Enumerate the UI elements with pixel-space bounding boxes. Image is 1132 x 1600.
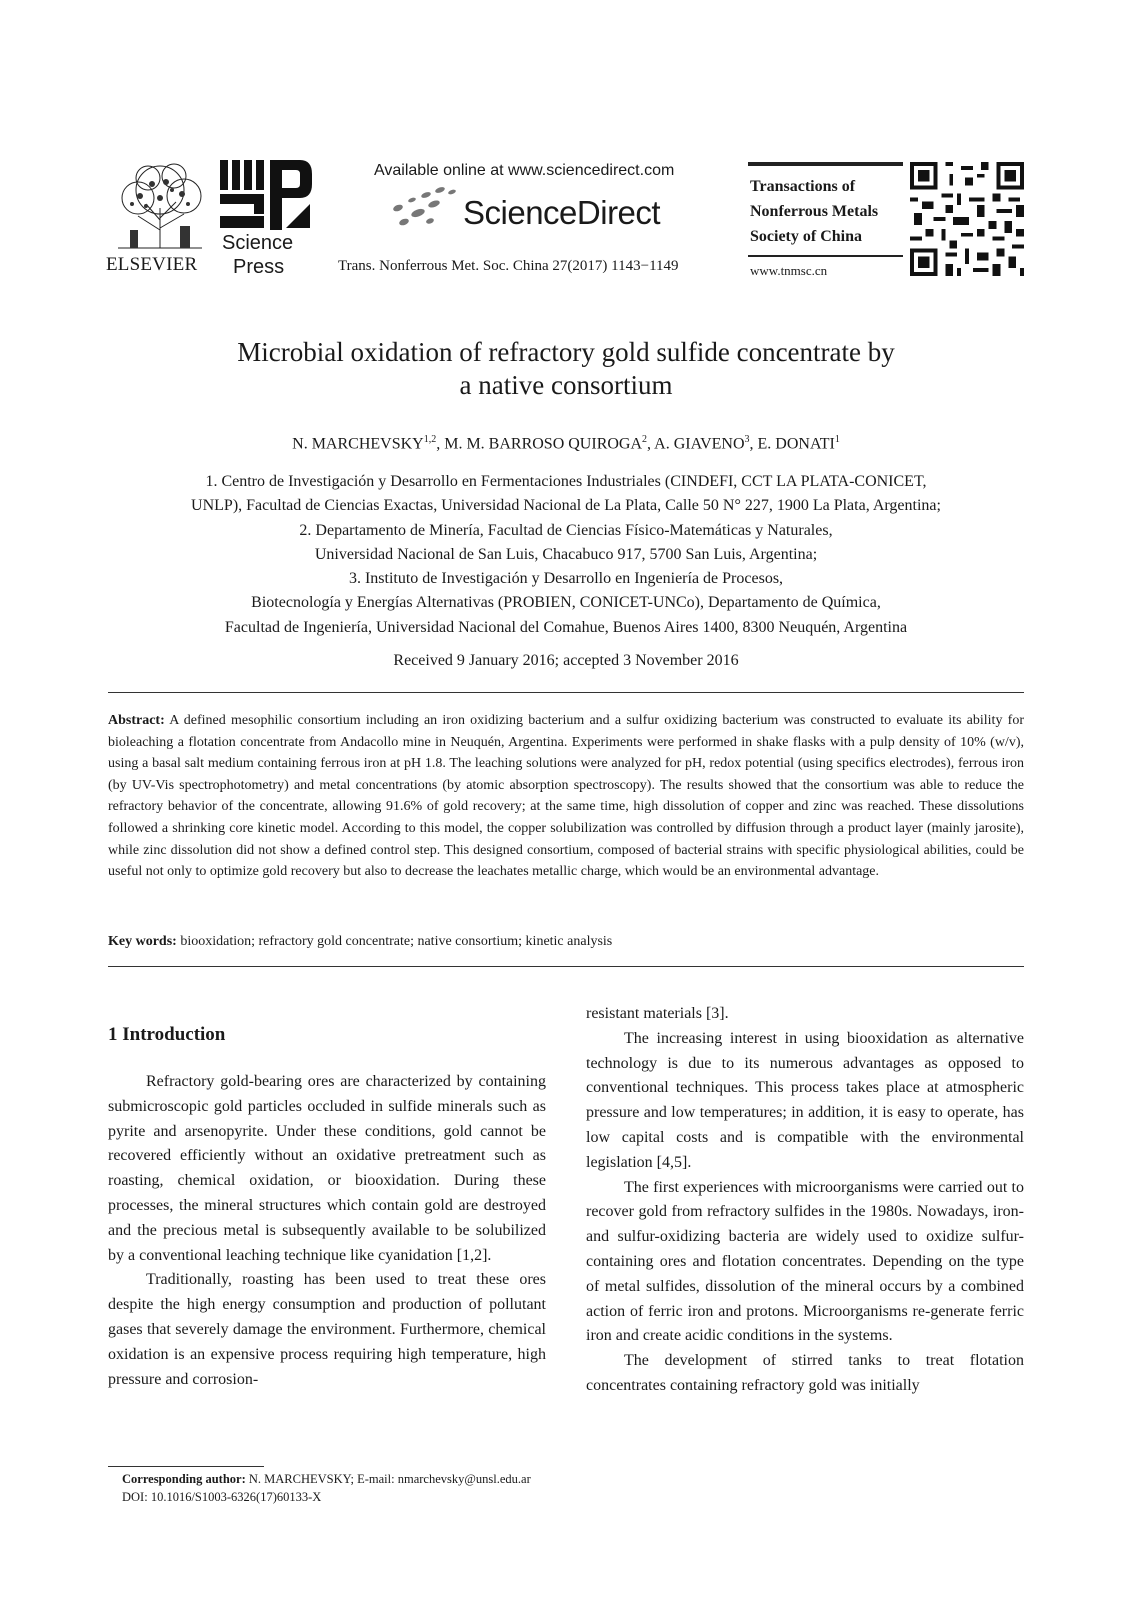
body-column-left bbox=[108, 1070, 546, 1392]
author-affiliation-mark: 1 bbox=[834, 434, 840, 445]
affiliation-line: Biotecnología y Energías Alternativas (PROBIEN, CONICET-UNCo), Departamento de Química, bbox=[251, 594, 881, 612]
body-paragraph: The development of stirred tanks to treat flotation concentrates containing refractory gold was initially bbox=[586, 1352, 1024, 1394]
affiliation-line: 1. Centro de Investigación y Desarrollo en Fermentaciones Industriales (CINDEFI, CCT LA PLATA-CONICET, bbox=[205, 473, 927, 490]
footnote-rule bbox=[108, 1466, 264, 1467]
body-paragraph: The first experiences with microorganisms were carried out to recover gold from refractory sulfides in the 1980s. Nowadays, iron- and sulfur-oxidizing bacteria are widely used to oxidize sulfur-containing ores and flotation concentrates. Depending on the type of metal sulfides, dissolution of the mineral occurs by a combined action of ferric iron and protons. Microorganisms re-generate ferric iron and create acidic conditions in the systems. bbox=[586, 1178, 1024, 1345]
journal-header-rule-top bbox=[748, 162, 903, 166]
journal-url[interactable]: www.tnmsc.cn bbox=[750, 263, 828, 278]
received-dates: Received 9 January 2016; accepted 3 November 2016 bbox=[393, 652, 739, 669]
author-affiliation-mark: 1,2 bbox=[423, 434, 437, 445]
elsevier-wordmark: ELSEVIER bbox=[106, 254, 198, 275]
journal-citation: Trans. Nonferrous Met. Soc. China 27(2017) 1143−1149 bbox=[338, 258, 679, 274]
sciencedirect-dots-icon bbox=[390, 186, 460, 228]
corresponding-author-text[interactable]: N. MARCHEVSKY; E-mail: nmarchevsky@unsl.edu.ar bbox=[248, 1472, 531, 1486]
science-press-word-2: Press bbox=[233, 256, 285, 278]
body-column-right bbox=[586, 1002, 1024, 1399]
science-press-word-1: Science bbox=[222, 232, 294, 254]
journal-title bbox=[750, 174, 878, 249]
abstract-rule-bottom bbox=[108, 966, 1024, 967]
corresponding-author-label: Corresponding author: bbox=[122, 1472, 246, 1486]
body-paragraph: Refractory gold-bearing ores are characterized by containing submicroscopic gold particles occluded in sulfide minerals such as pyrite and arsenopyrite. Under these conditions, gold cannot be recovered efficiently without an oxidative pretreatment such as roasting, chemical oxidation, or biooxidation. During these processes, the mineral structures which contain gold are destroyed and the precious metal is subsequently available to be solubilized by a conventional leaching technique like cyanidation [1,2]. bbox=[108, 1073, 546, 1264]
author-affiliation-mark: 3 bbox=[744, 434, 750, 445]
corresponding-author bbox=[122, 1472, 531, 1487]
abstract-label: Abstract: bbox=[108, 713, 165, 728]
affiliations bbox=[0, 470, 1132, 640]
article-title-line-2: a native consortium bbox=[459, 370, 673, 400]
author-name: N. MARCHEVSKY bbox=[292, 435, 424, 453]
author-name: A. GIAVENO bbox=[654, 435, 745, 453]
section-heading: 1 Introduction bbox=[108, 1024, 226, 1045]
body-paragraph-continuation: resistant materials [3]. bbox=[586, 1005, 729, 1022]
affiliation-line: 3. Instituto de Investigación y Desarrollo en Ingeniería de Procesos, bbox=[348, 570, 784, 588]
author-list: N. MARCHEVSKY$^{1,2}$, M. M. BARROSO QUIROGA$^2$, A. GIAVENO$^3$, E. DONATI$^1$ bbox=[292, 434, 840, 453]
body-paragraph: The increasing interest in using biooxidation as alternative technology is due to its numerous advantages as opposed to conventional techniques. This process takes place at atmospheric pressure and low temperatures; in addition, it is easy to operate, has low capital costs and is compatible with the environmental legislation [4,5]. bbox=[586, 1029, 1024, 1171]
available-online-text[interactable]: Available online at www.sciencedirect.com bbox=[374, 162, 675, 179]
abstract-text: A defined mesophilic consortium including an iron oxidizing bacterium and a sulfur oxidizing bacterium was constructed to evaluate its ability for bioleaching a flotation concentrate from Andacollo mine in Neuquén, Argentina. Experiments were performed in shake flasks with a pulp density of 10% (w/v), using a basal salt medium containing ferrous iron at pH 1.8. The leaching solutions were analyzed for pH, redox potential (using specifics electrodes), ferrous iron (by UV-Vis spectrophotometry) and metal concentrations (by atomic absorption spectroscopy). The results showed that the consortium was able to reduce the refractory behavior of the concentrate, allowing 91.6% of gold recovery; at the same time, high dissolution of copper and zinc was reached. These dissolutions followed a shrinking core kinetic model. According to this model, the copper solubilization was controlled by diffusion through a product layer (mainly jarosite), while zinc dissolution did not show a defined control step. This designed consortium, composed of bacterial strains with specific physiological abilities, could be useful not only to optimize gold recovery but also to decrease the leachates metallic charge, which would be an environmental advantage. bbox=[108, 713, 1024, 880]
science-press-logo bbox=[220, 160, 312, 232]
article-title bbox=[0, 336, 1132, 402]
body-paragraph: Traditionally, roasting has been used to treat these ores despite the high energy consumption and production of pollutant gases that severely damage the environment. Furthermore, chemical oxidation is an expensive process requiring high temperature, high pressure and corrosion- bbox=[108, 1271, 546, 1388]
elsevier-tree-logo bbox=[108, 160, 212, 250]
qr-code-icon[interactable] bbox=[910, 162, 1024, 276]
author-affiliation-mark: 2 bbox=[642, 434, 648, 445]
keywords-text: biooxidation; refractory gold concentrate; native consortium; kinetic analysis bbox=[180, 934, 613, 949]
author-name: M. M. BARROSO QUIROGA bbox=[444, 435, 643, 453]
journal-title-line-1: Transactions of bbox=[750, 178, 856, 195]
affiliation-line: UNLP), Facultad de Ciencias Exactas, Universidad Nacional de La Plata, Calle 50 N° 227, 1900 La Plata, Argentina; bbox=[191, 497, 941, 515]
journal-title-line-3: Society of China bbox=[750, 228, 862, 245]
author-name: E. DONATI bbox=[757, 435, 835, 453]
article-title-line-1: Microbial oxidation of refractory gold sulfide concentrate by bbox=[237, 337, 895, 367]
journal-title-line-2: Nonferrous Metals bbox=[750, 203, 879, 220]
doi[interactable]: DOI: 10.1016/S1003-6326(17)60133-X bbox=[122, 1490, 322, 1504]
keywords bbox=[108, 934, 612, 950]
journal-header-rule-bottom bbox=[748, 255, 903, 257]
keywords-label: Key words: bbox=[108, 934, 177, 949]
affiliation-line: Universidad Nacional de San Luis, Chacabuco 917, 5700 San Luis, Argentina; bbox=[314, 545, 818, 563]
sciencedirect-wordmark: ScienceDirect bbox=[463, 194, 661, 231]
abstract bbox=[108, 710, 1024, 883]
affiliation-line: Facultad de Ingeniería, Universidad Nacional del Comahue, Buenos Aires 1400, 8300 Neuquén, Argentina bbox=[224, 618, 908, 636]
abstract-rule-top bbox=[108, 692, 1024, 693]
affiliation-line: 2. Departamento de Minería, Facultad de Ciencias Físico-Matemáticas y Naturales, bbox=[299, 521, 833, 539]
